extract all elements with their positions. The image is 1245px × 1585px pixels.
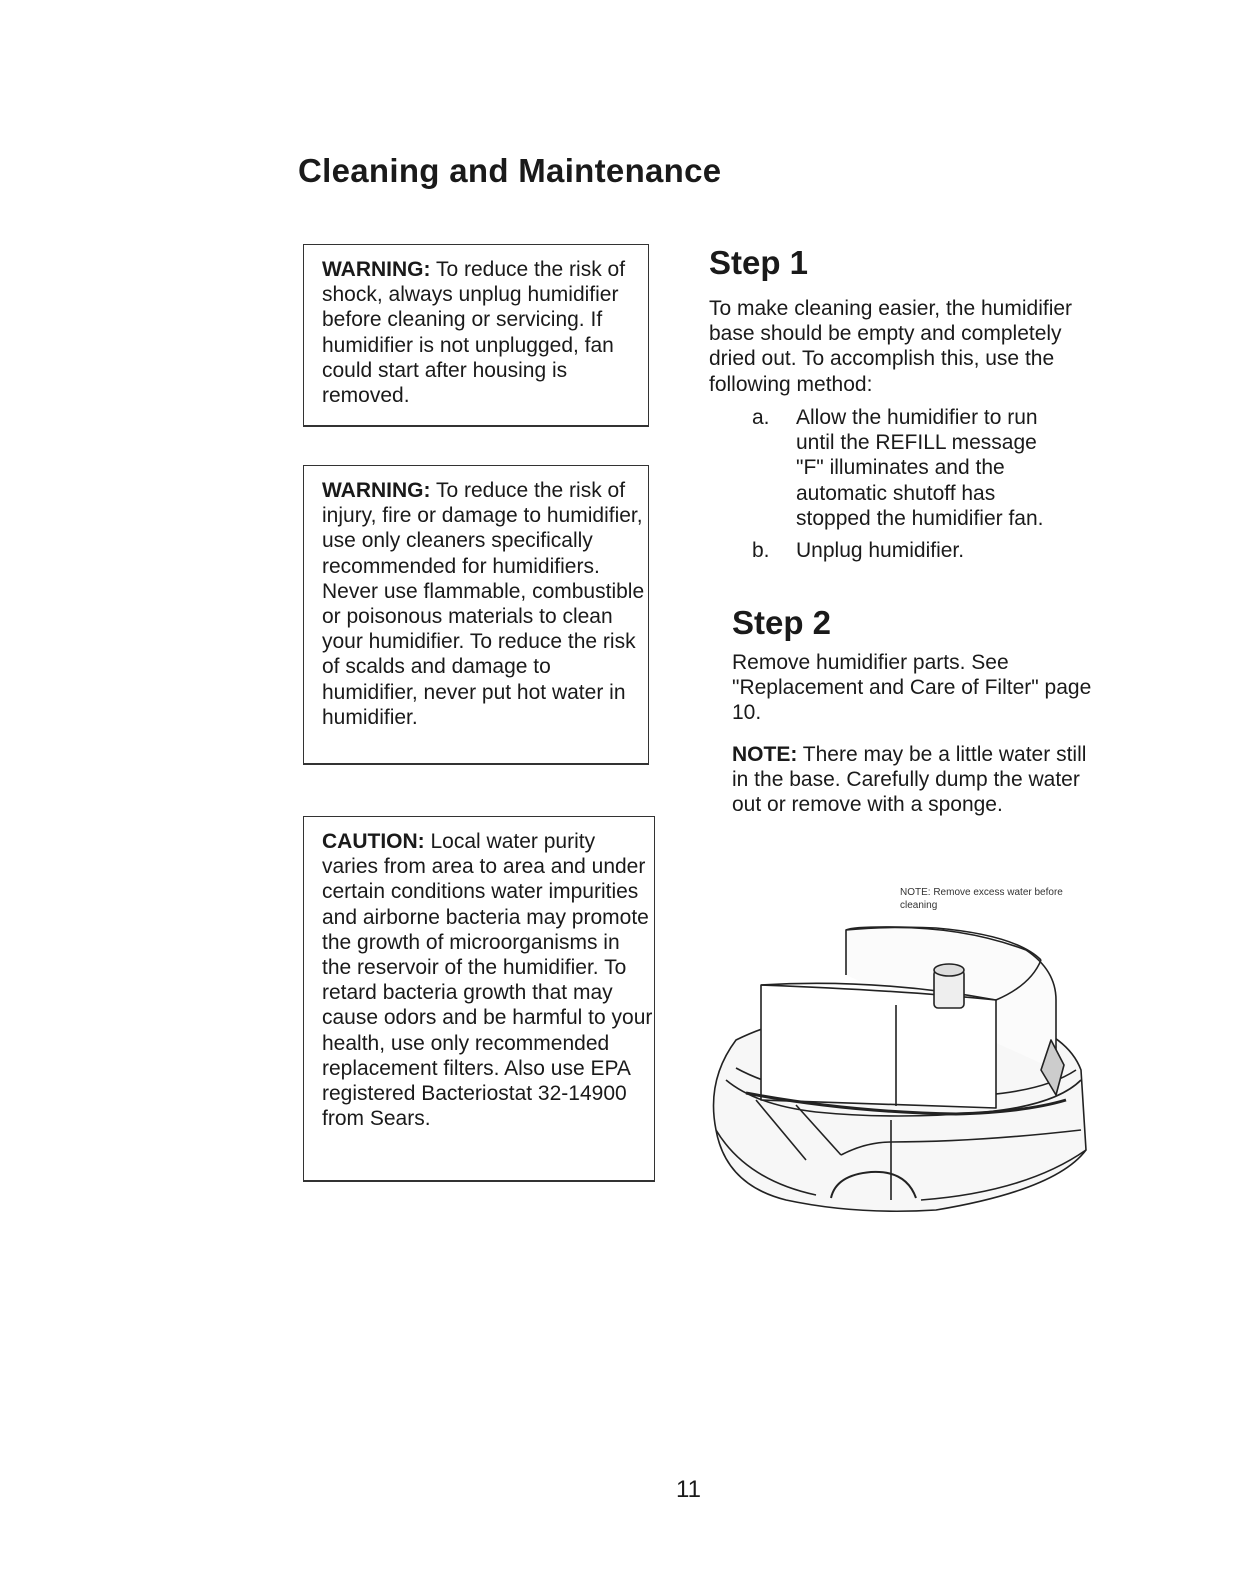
step2-text: Remove humidifier parts. See "Replacement and Care of Filter" page 10. [732, 651, 1092, 725]
step2-note [732, 742, 1092, 818]
warning-box-shock [303, 244, 649, 427]
warning-label: WARNING: [322, 479, 431, 502]
step1-heading: Step 1 [709, 244, 809, 281]
warning-text: To reduce the risk of shock, always unplug humidifier before cleaning or servicing. If humidifier is not unplugged, fan could start after housing is removed. [322, 258, 626, 408]
warning-label: WARNING: [322, 258, 431, 281]
note-text: There may be a little water still in the base. Carefully dump the water out or remove with a sponge. [732, 743, 1087, 817]
warning-box-injury [303, 465, 649, 765]
page-title: Cleaning and Maintenance [298, 152, 722, 189]
item-text: Allow the humidifier to run until the REFILL message "F" illuminates and the automatic shutoff has stopped the humidifier fan. [796, 406, 1044, 530]
item-text: Unplug humidifier. [796, 539, 965, 562]
figure-note: NOTE: Remove excess water before cleaning [900, 887, 1063, 911]
warning-text: To reduce the risk of injury, fire or damage to humidifier, use only cleaners specifically recommended for humidifiers. Never use flammable, combustible or poisonous materials to clean your humidifier. To reduce the risk of scalds and damage to humidifier, never put hot water in humidifier. [322, 479, 645, 729]
step2-heading: Step 2 [732, 604, 832, 641]
float-post-top [934, 964, 964, 976]
note-label: NOTE: [732, 743, 798, 766]
step1-intro: To make cleaning easier, the humidifier base should be empty and completely dried out. To accomplish this, use the following method: [709, 297, 1073, 396]
caution-box-water-purity [303, 816, 655, 1182]
caution-label: CAUTION: [322, 830, 425, 853]
humidifier-base-illustration [696, 880, 1096, 1225]
caution-text: Local water purity varies from area to area and under certain conditions water impurities and airborne bacteria may promote the growth of microorganisms in the reservoir of the humidifier. To retard bacteria growth that may cause odors and be harmful to your health, use only recommended replacement filters. Also use EPA registered Bacteriostat 32-14900 from Sears. [322, 830, 653, 1131]
item-letter: b. [752, 539, 770, 562]
page-number: 11 [676, 1476, 701, 1503]
item-letter: a. [752, 406, 770, 429]
